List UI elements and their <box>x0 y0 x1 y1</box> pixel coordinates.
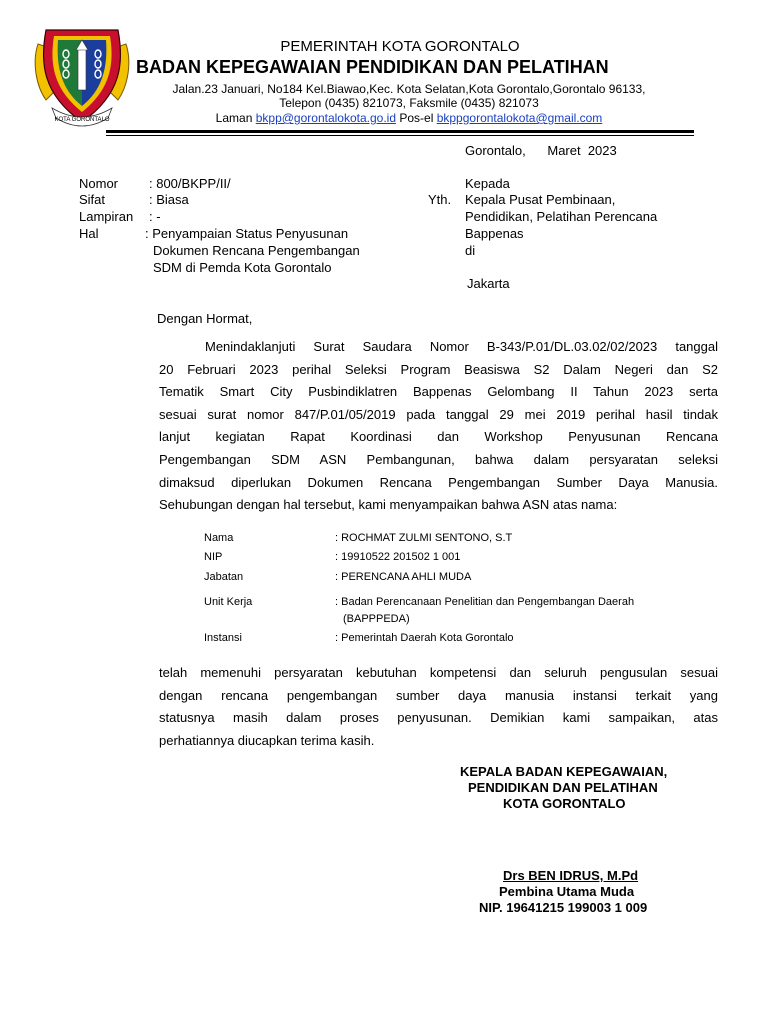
paragraph-line: lanjut kegiatan Rapat Koordinasi dan Workshop Penyusunan Rencana <box>159 429 718 445</box>
recipient-yth: Yth. <box>428 192 452 207</box>
nama-value: : ROCHMAT ZULMI SENTONO, S.T <box>335 532 513 544</box>
address-line-1: Jalan.23 Januari, No184 Kel.Biawao,Kec. Kota Selatan,Kota Gorontalo,Gorontalo 96133, <box>172 82 646 96</box>
web-link[interactable]: bkpp@gorontalokota.go.id <box>255 111 396 125</box>
unit-kerja-value-2: (BAPPPEDA) <box>343 613 410 625</box>
paragraph-line: Pengembangan SDM ASN Pembangunan, bahwa dalam persyaratan seleksi <box>159 451 718 467</box>
agency-name: BADAN KEPEGAWAIAN PENDIDIKAN DAN PELATIHAN <box>136 57 609 77</box>
signatory-nip: NIP. 19641215 199003 1 009 <box>479 900 648 915</box>
recipient-line-1: Kepala Pusat Pembinaan, <box>465 192 616 207</box>
sifat-value: : Biasa <box>149 192 189 207</box>
paragraph-line: 20 Februari 2023 perihal Seleksi Program Beasiswa S2 Dalam Negeri dan S2 <box>159 361 718 377</box>
nomor-label: Nomor <box>79 176 119 191</box>
recipient-city: Jakarta <box>467 276 510 291</box>
recipient-line-2: Pendidikan, Pelatihan Perencana <box>465 209 658 224</box>
signatory-title-1: KEPALA BADAN KEPEGAWAIAN, <box>460 764 668 779</box>
body-paragraph-2 <box>159 662 718 752</box>
nip-label: NIP <box>204 551 223 563</box>
paragraph-line: telah memenuhi persyaratan kebutuhan kompetensi dan seluruh pengusulan sesuai <box>159 665 718 680</box>
hal-label: Hal <box>79 226 99 241</box>
hal-value-1: : Penyampaian Status Penyusunan <box>145 226 349 241</box>
letter-date: Gorontalo, Maret 2023 <box>465 143 617 158</box>
paragraph-line: Sehubungan dengan hal tersebut, kami menyampaikan bahwa ASN atas nama: <box>159 497 618 513</box>
nama-label: Nama <box>204 532 234 544</box>
recipient-kepada: Kepada <box>465 176 510 191</box>
lampiran-value: : - <box>149 209 161 224</box>
paragraph-line: statusnya masih dalam proses penyusunan. Demikian kami sampaikan, atas <box>159 710 718 726</box>
signatory-title-3: KOTA GORONTALO <box>503 796 626 811</box>
unit-kerja-value-1: : Badan Perencanaan Penelitian dan Pengembangan Daerah <box>335 596 635 608</box>
signatory-rank: Pembina Utama Muda <box>499 884 635 899</box>
sifat-label: Sifat <box>79 192 106 207</box>
body-paragraph-1 <box>159 336 718 517</box>
address-line-2: Telepon (0435) 821073, Faksmile (0435) 821073 <box>279 96 539 110</box>
paragraph-line: dengan rencana pengembangan sumber daya manusia instansi terkait yang <box>159 687 718 703</box>
contact-line <box>0 111 768 125</box>
jabatan-value: : PERENCANA AHLI MUDA <box>335 571 472 583</box>
nomor-value: : 800/BKPP/II/ <box>149 176 231 191</box>
nip-value: : 19910522 201502 1 001 <box>335 551 461 563</box>
lampiran-label: Lampiran <box>79 209 134 224</box>
salutation: Dengan Hormat, <box>157 311 253 326</box>
web-label: Laman <box>215 111 253 125</box>
unit-kerja-label: Unit Kerja <box>204 596 253 608</box>
paragraph-line: dimaksud diperlukan Dokumen Rencana Pengembangan Sumber Daya Manusia. <box>159 474 718 490</box>
signatory-name: Drs BEN IDRUS, M.Pd <box>503 868 639 883</box>
government-name: PEMERINTAH KOTA GORONTALO <box>280 38 520 55</box>
signatory-title-2: PENDIDIKAN DAN PELATIHAN <box>468 780 658 795</box>
logo-ribbon-text: KOTA GORONTALO <box>54 117 110 123</box>
recipient-di: di <box>465 243 476 258</box>
hal-value-2: Dokumen Rencana Pengembangan <box>153 243 360 258</box>
instansi-label: Instansi <box>204 632 242 644</box>
letterhead-divider-thick <box>106 130 694 133</box>
paragraph-line: perhatiannya diucapkan terima kasih. <box>159 732 375 748</box>
paragraph-line: Menindaklanjuti Surat Saudara Nomor B-343/P.01/DL.03.02/02/2023 tanggal <box>205 339 718 354</box>
instansi-value: : Pemerintah Daerah Kota Gorontalo <box>335 632 514 644</box>
paragraph-line: Tematik Smart City Pusbindiklatren Bappenas Gelombang II Tahun 2023 serta <box>159 384 718 400</box>
paragraph-line: sesuai surat nomor 847/P.01/05/2019 pada tanggal 29 mei 2019 perihal hasil tindak <box>159 406 718 422</box>
recipient-line-3: Bappenas <box>465 226 524 241</box>
hal-value-3: SDM di Pemda Kota Gorontalo <box>153 260 332 275</box>
letterhead-divider-thin <box>106 135 694 136</box>
jabatan-label: Jabatan <box>204 571 244 583</box>
email-link[interactable]: bkppgorontalokota@gmail.com <box>436 111 603 125</box>
email-label: Pos-el <box>399 111 434 125</box>
